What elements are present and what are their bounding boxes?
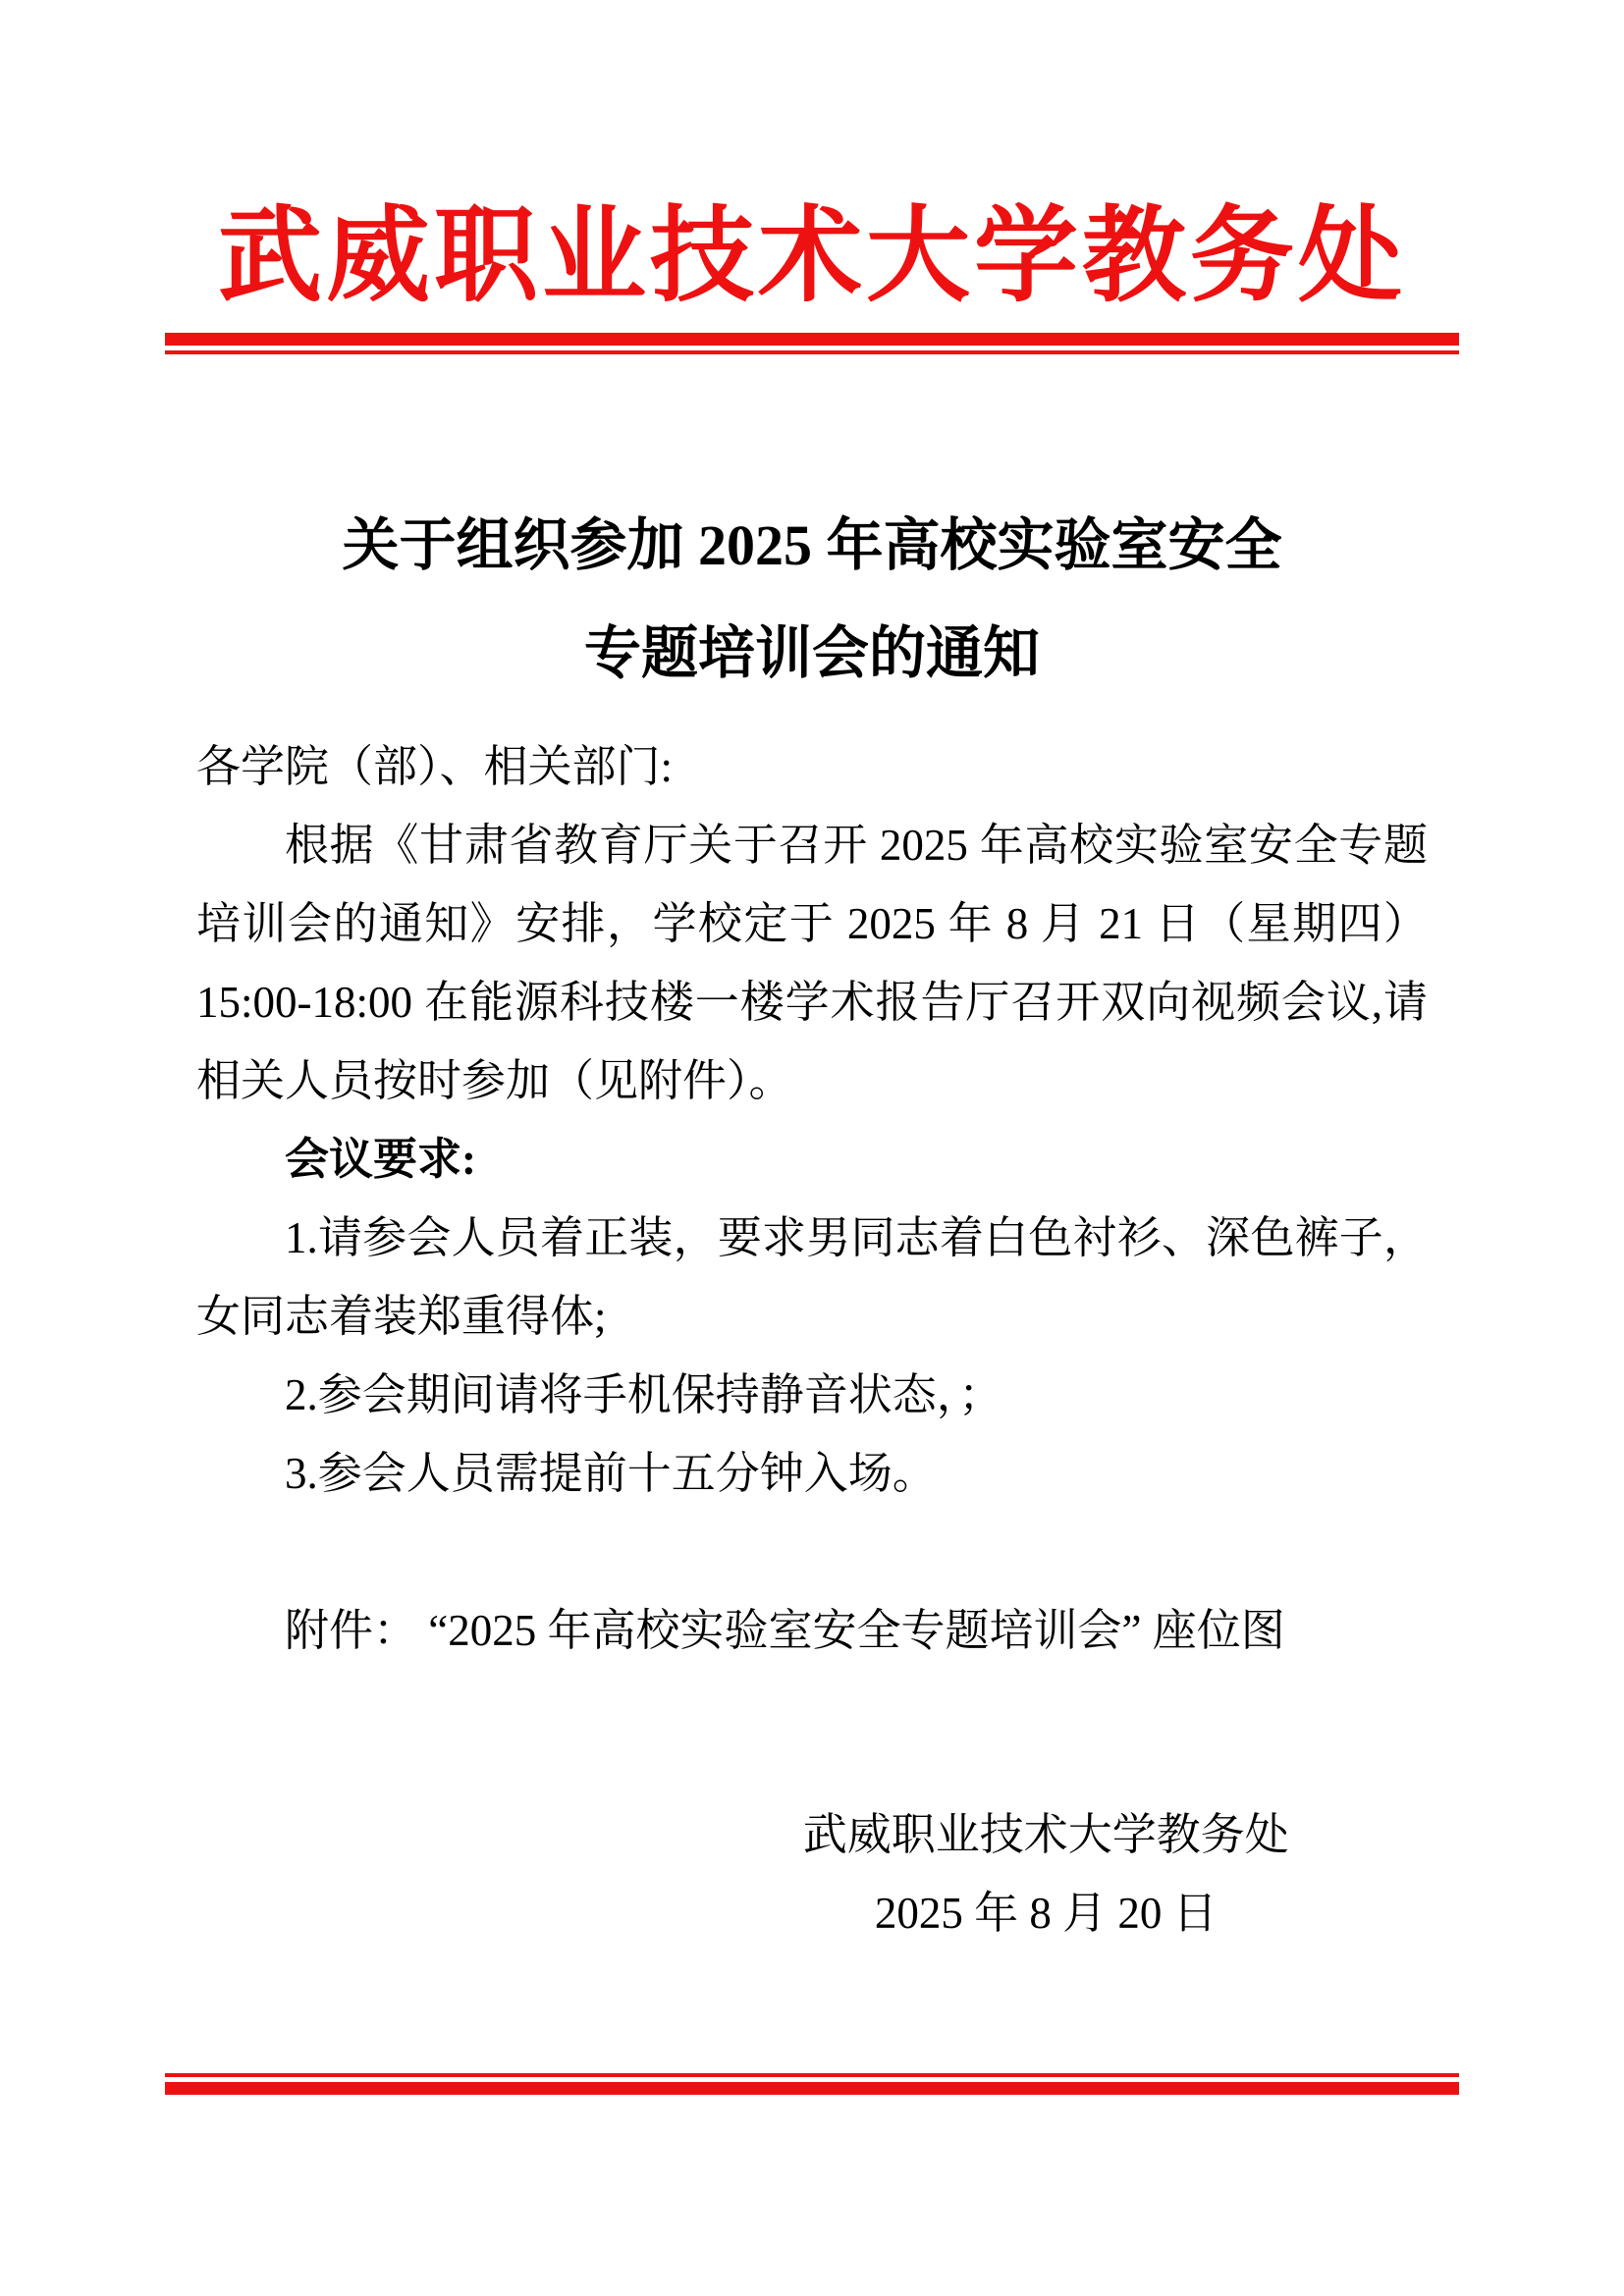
requirement-item-2: 2.参会期间请将手机保持静音状态，； xyxy=(285,1370,1003,1420)
letterhead-org-name: 武威职业技术大学教务处 xyxy=(218,199,1406,314)
meeting-info-line-4: 相关人员按时参加（见附件）。 xyxy=(196,1056,793,1106)
requirements-list xyxy=(196,1199,1428,1513)
document-title-line-2: 专题培训会的通知 xyxy=(583,621,1040,686)
meeting-info-line-1: 根据《甘肃省教育厅关于召开 2025 年高校实验室安全专题 xyxy=(285,821,1428,871)
letterhead-divider-thick-line xyxy=(165,333,1459,346)
paragraph-meeting-info xyxy=(196,806,1428,1120)
footer-divider-thick-line xyxy=(165,2082,1459,2095)
signature-org: 武威职业技术大学教务处 xyxy=(802,1810,1289,1860)
signature-date: 2025 年 8 月 20 日 xyxy=(874,1889,1218,1939)
document-title-line-1: 关于组织参加 2025 年高校实验室安全 xyxy=(342,513,1282,578)
requirement-item-1-line-2: 女同志着装郑重得体; xyxy=(196,1292,607,1342)
letterhead-divider-thin-line xyxy=(165,350,1459,354)
document-body xyxy=(196,727,1428,1952)
meeting-info-line-2: 培训会的通知》安排，学校定于 2025 年 8 月 21 日（星期四） xyxy=(196,899,1428,949)
document-title xyxy=(0,492,1624,708)
meeting-info-line-3: 15:00-18:00 在能源科技楼一楼学术报告厅召开双向视频会议,请 xyxy=(196,978,1428,1028)
document-content xyxy=(0,492,1624,1952)
letterhead xyxy=(0,194,1624,354)
requirement-item-1-line-1: 1.请参会人员着正装，要求男同志着白色衬衫、深色裤子， xyxy=(285,1213,1428,1263)
salutation: 各学院（部）、相关部门: xyxy=(196,742,674,792)
requirement-item-3: 3.参会人员需提前十五分钟入场。 xyxy=(285,1449,937,1499)
signature-block xyxy=(196,1795,1428,1952)
requirements-heading: 会议要求: xyxy=(285,1135,476,1185)
footer-divider xyxy=(165,2073,1459,2095)
letterhead-divider xyxy=(165,333,1459,354)
attachment-note: 附件： “2025 年高校实验室安全专题培训会” 座位图 xyxy=(285,1606,1285,1656)
footer-divider-thin-line xyxy=(165,2073,1459,2077)
